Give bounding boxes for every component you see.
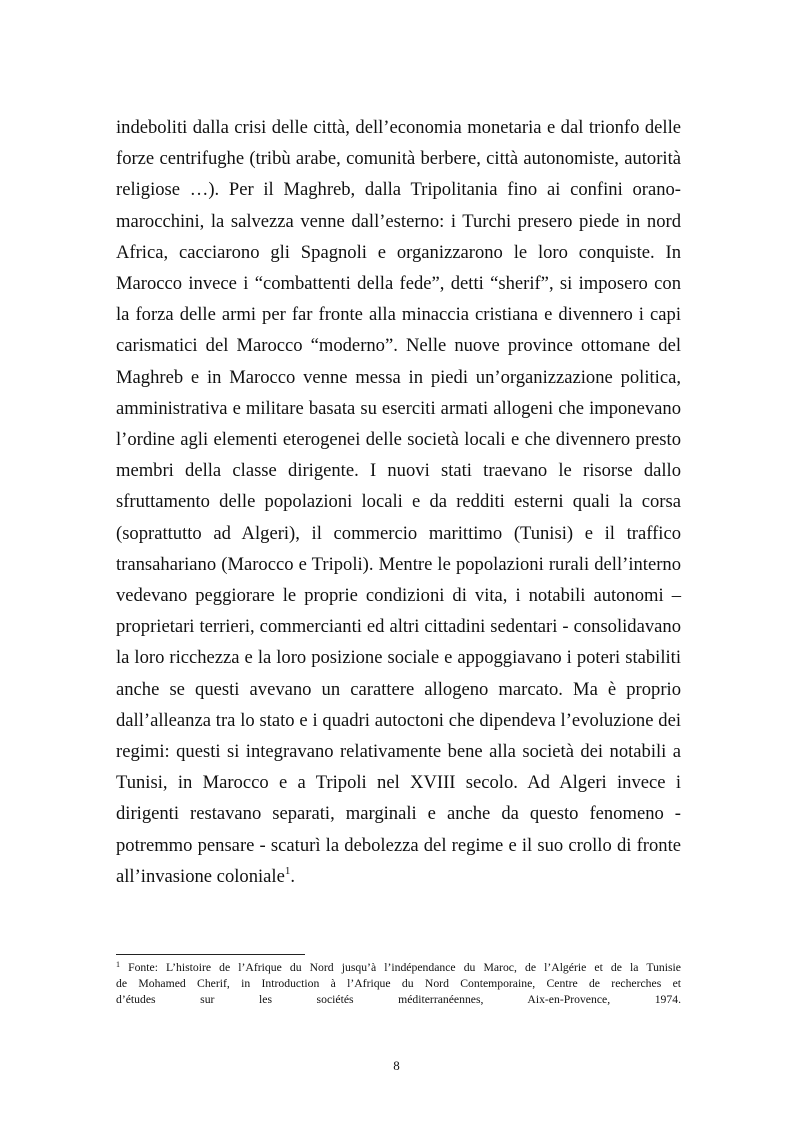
body-line: vedevano peggiorare le proprie condizioni di vita, i notabili autonomi –	[116, 585, 681, 607]
footnote-line: d’études sur les sociétés méditerranéennes, Aix-en-Provence, 1974.	[116, 993, 681, 1006]
footnote-line-text: Fonte: L’histoire de l’Afrique du Nord jusqu’à l’indépendance du Maroc, de l’Algérie et de la Tunisie	[120, 961, 681, 974]
body-line: carismatici del Marocco “moderno”. Nelle nuove province ottomane del	[116, 335, 681, 357]
body-line: anche se questi avevano un carattere allogeno marcato. Ma è proprio	[116, 678, 681, 700]
body-line: Maghreb e in Marocco venne messa in piedi un’organizzazione politica,	[116, 366, 681, 388]
body-line-text: all’invasione coloniale	[116, 865, 285, 887]
body-line: l’ordine agli elementi eterogenei delle società locali e che divennero presto	[116, 429, 681, 451]
body-line: Marocco invece i “combattenti della fede”, detti “sherif”, si imposero con	[116, 273, 681, 295]
footnote-marker: 1	[116, 960, 120, 969]
body-line: Tunisi, in Marocco e a Tripoli nel XVIII secolo. Ad Algeri invece i	[116, 772, 681, 794]
body-line: indeboliti dalla crisi delle città, dell’economia monetaria e dal trionfo delle	[116, 117, 681, 138]
body-line: religiose …). Per il Maghreb, dalla Tripolitania fino ai confini orano-	[116, 179, 681, 201]
body-line: (soprattutto ad Algeri), il commercio marittimo (Tunisi) e il traffico	[116, 522, 681, 544]
body-line: membri della classe dirigente. I nuovi stati traevano le risorse dallo	[116, 460, 681, 482]
body-line: la loro ricchezza e la loro posizione sociale e appoggiavano i poteri stabiliti	[116, 647, 681, 669]
body-line: forze centrifughe (tribù arabe, comunità berbere, città autonomiste, autorità	[116, 148, 681, 170]
footnote-line	[116, 960, 681, 976]
footnote-reference[interactable]: 1	[284, 864, 291, 877]
body-line: dall’alleanza tra lo stato e i quadri autoctoni che dipendeva l’evoluzione dei	[116, 709, 681, 731]
body-line: la forza delle armi per far fronte alla minaccia cristiana e divennero i capi	[116, 304, 681, 326]
body-line: potremmo pensare - scaturì la debolezza del regime e il suo crollo di fronte	[116, 834, 681, 856]
page-number: 8	[393, 1058, 400, 1073]
body-line: sfruttamento delle popolazioni locali e da redditi esterni quali la corsa	[116, 491, 681, 513]
body-line: marocchini, la salvezza venne dall’esterno: i Turchi presero piede in nord	[116, 210, 681, 232]
body-paragraph	[116, 112, 681, 892]
footnote-line: de Mohamed Cherif, in Introduction à l’Afrique du Nord Contemporaine, Centre de recherches et	[116, 977, 681, 990]
body-line-last	[116, 861, 681, 892]
body-line: transahariano (Marocco e Tripoli). Mentre le popolazioni rurali dell’interno	[116, 553, 681, 575]
final-period: .	[290, 865, 295, 887]
body-line: Africa, cacciarono gli Spagnoli e organizzarono le loro conquiste. In	[116, 241, 681, 263]
body-line: dirigenti restavano separati, marginali e anche da questo fenomeno -	[116, 803, 681, 825]
footnote	[116, 960, 681, 1008]
body-line: amministrativa e militare basata su eserciti armati allogeni che imponevano	[116, 397, 681, 419]
body-line: proprietari terrieri, commercianti ed altri cittadini sedentari - consolidavano	[116, 616, 681, 638]
body-line: regimi: questi si integravano relativamente bene alla società dei notabili a	[116, 741, 681, 763]
footnote-separator	[116, 954, 305, 955]
